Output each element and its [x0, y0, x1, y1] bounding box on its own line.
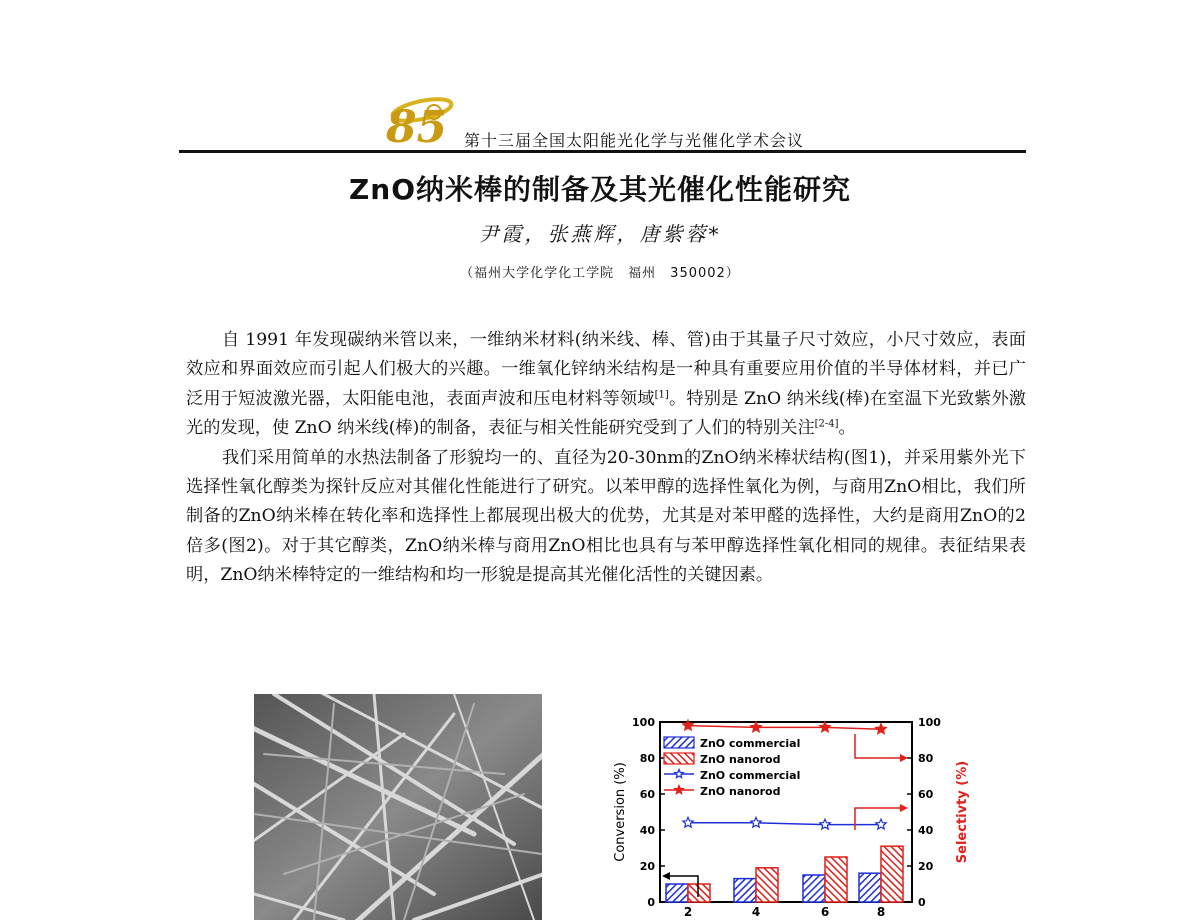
legend-marker [675, 770, 684, 778]
conversion-selectivity-chart [600, 712, 990, 920]
left-tick-label: 40 [639, 824, 655, 837]
bar-nanorod [756, 868, 778, 902]
left-tick-label: 100 [632, 716, 655, 729]
legend-marker [675, 786, 684, 794]
point-commercial [751, 817, 761, 827]
conference-name: 第十三届全国太阳能光化学与光催化学术会议 [464, 131, 805, 150]
right-axis-arrowhead-upper [900, 754, 908, 762]
right-tick-label: 60 [918, 788, 934, 801]
point-nanorod [751, 722, 761, 732]
citation-1: [1] [654, 389, 669, 401]
point-nanorod [820, 722, 830, 732]
right-tick-label: 40 [918, 824, 934, 837]
header-rule [179, 150, 1026, 153]
sem-image [254, 694, 542, 920]
point-commercial [683, 817, 693, 827]
paragraph-1 [186, 326, 1026, 444]
x-tick-label: 4 [751, 905, 761, 919]
left-tick-label: 60 [639, 788, 655, 801]
legend-swatch-bar [664, 753, 694, 764]
left-tick-label: 80 [639, 752, 655, 765]
right-axis-arrow-upper [855, 734, 906, 758]
left-tick-label: 0 [647, 896, 655, 909]
line-nanorod [688, 726, 881, 730]
bar-nanorod [881, 846, 903, 902]
paper-title: ZnO纳米棒的制备及其光催化性能研究 [348, 173, 852, 206]
svg-text:85: 85 [386, 102, 448, 146]
point-commercial [820, 819, 830, 829]
right-tick-label: 100 [918, 716, 941, 729]
paragraph-1-text-a: 自 1991 年发现碳纳米管以来，一维纳米材料(纳米线、棒、管)由于其量子尺寸效应，小尺寸效应，表面效应和界面效应而引起人们极大的兴趣。一维氧化锌纳米结构是一种具有重要应用价值的半导体材料，并已广泛用于短波激光器，太阳能电池，表面声波和压电材料等领域 [186, 330, 1026, 409]
bar-commercial [734, 879, 756, 902]
bar-commercial [859, 873, 881, 902]
legend-label: ZnO commercial [700, 769, 801, 782]
point-commercial [876, 819, 886, 829]
point-nanorod [876, 724, 886, 734]
bar-commercial [803, 875, 825, 902]
x-tick-label: 8 [876, 905, 886, 919]
right-tick-label: 20 [918, 860, 934, 873]
paragraph-2: 我们采用简单的水热法制备了形貌均一的、直径为20-30nm的ZnO纳米棒状结构(图1)，并采用紫外光下选择性氧化醇类为探针反应对其催化性能进行了研究。以苯甲醇的选择性氧化为例，与商用ZnO相比，我们所制备的ZnO纳米棒在转化率和选择性上都展现出极大的优势，尤其是对苯甲醛的选择性，大约是商用ZnO的2倍多(图2)。对于其它醇类，ZnO纳米棒与商用ZnO相比也具有与苯甲醇选择性氧化相同的规律。表征结果表明，ZnO纳米棒特定的一维结构和均一形貌是提高其光催化活性的关键因素。 [186, 447, 1026, 586]
affiliation: （福州大学化学化工学院 福州 350002） [460, 266, 740, 281]
bar-nanorod [825, 857, 847, 902]
left-axis-arrowhead [662, 872, 670, 880]
right-tick-label: 0 [918, 896, 926, 909]
right-axis-arrowhead-lower [900, 804, 908, 812]
citation-2-4: [2-4] [814, 418, 839, 430]
legend-label: ZnO commercial [700, 737, 801, 750]
abstract-body [186, 326, 1026, 591]
bar-nanorod [688, 884, 710, 902]
paragraph-1-text-c: 。 [838, 418, 856, 439]
authors: 尹霞，张燕辉，唐紫蓉* [478, 222, 722, 246]
y-axis-left-label: Conversion (%) [613, 762, 628, 862]
paragraph-1-text-b: 。特别是 ZnO 纳米线(棒)在室温下光致紫外激光的发现，使 ZnO 纳米线(棒)的制备，表征与相关性能研究受到了人们的特别关注 [186, 388, 1026, 439]
right-tick-label: 80 [918, 752, 934, 765]
conference-logo [382, 88, 458, 146]
left-tick-label: 20 [639, 860, 655, 873]
legend-swatch-bar [664, 737, 694, 748]
line-commercial [688, 823, 881, 825]
bar-commercial [666, 884, 688, 902]
legend-label: ZnO nanorod [700, 753, 781, 766]
x-tick-label: 6 [820, 905, 830, 919]
y-axis-right-label: Selectivty (%) [955, 760, 970, 864]
x-tick-label: 2 [683, 905, 693, 919]
legend-label: ZnO nanorod [700, 785, 781, 798]
